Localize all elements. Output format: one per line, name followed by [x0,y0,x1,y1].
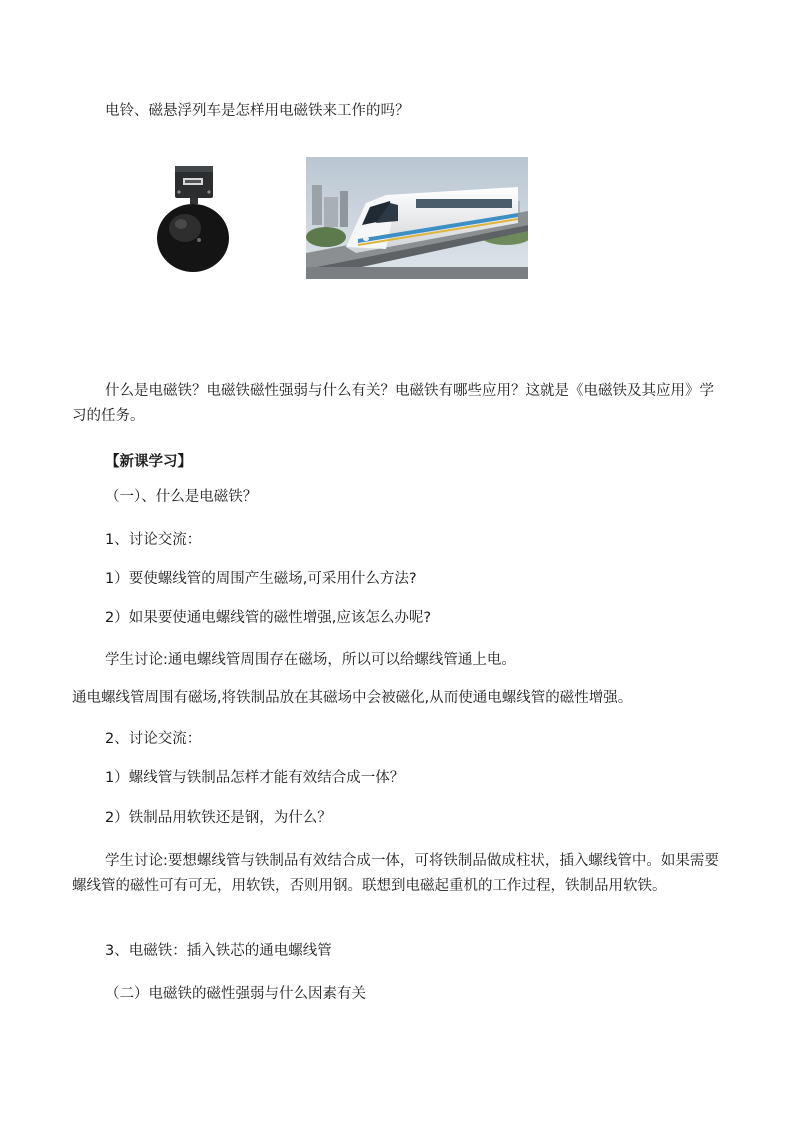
electromagnet-definition: 3、电磁铁：插入铁芯的通电螺线管 [105,943,332,959]
discussion1-question-1: 1）要使螺线管的周围产生磁场,可采用什么方法? [105,571,417,587]
part2-heading: （二）电磁铁的磁性强弱与什么因素有关 [105,986,366,1002]
discussion1-question-2: 2）如果要使通电螺线管的磁性增强,应该怎么办呢? [105,610,432,626]
maglev-train-image [306,157,528,279]
discussion1-title: 1、讨论交流： [105,532,202,548]
section-title: 【新课学习】 [105,454,192,470]
discussion2-question-2: 2）铁制品用软铁还是钢，为什么？ [105,810,332,826]
discussion2-title: 2、讨论交流： [105,731,202,747]
part1-heading: （一）、什么是电磁铁？ [105,489,258,505]
discussion1-answer-1: 学生讨论:通电螺线管周围存在磁场，所以可以给螺线管通上电。 [105,652,516,668]
discussion2-question-1: 1）螺线管与铁制品怎样才能有效结合成一体？ [105,770,405,786]
discussion2-answer: 学生讨论:要想螺线管与铁制品有效结合成一体，可将铁制品做成柱状，插入螺线管中。如果需要螺线管的磁性可有可无，用软铁，否则用钢。联想到电磁起重机的工作过程，铁制品用软铁。 [72,853,719,894]
discussion1-answer-2: 通电螺线管周围有磁场,将铁制品放在其磁场中会被磁化,从而使通电螺线管的磁性增强。 [72,690,633,706]
intro-paragraph: 什么是电磁铁？电磁铁磁性强弱与什么有关？电磁铁有哪些应用？这就是《电磁铁及其应用》学习的任务。 [72,383,714,424]
intro-question: 电铃、磁悬浮列车是怎样用电磁铁来工作的吗？ [105,103,410,119]
electric-bell-image [155,162,231,274]
